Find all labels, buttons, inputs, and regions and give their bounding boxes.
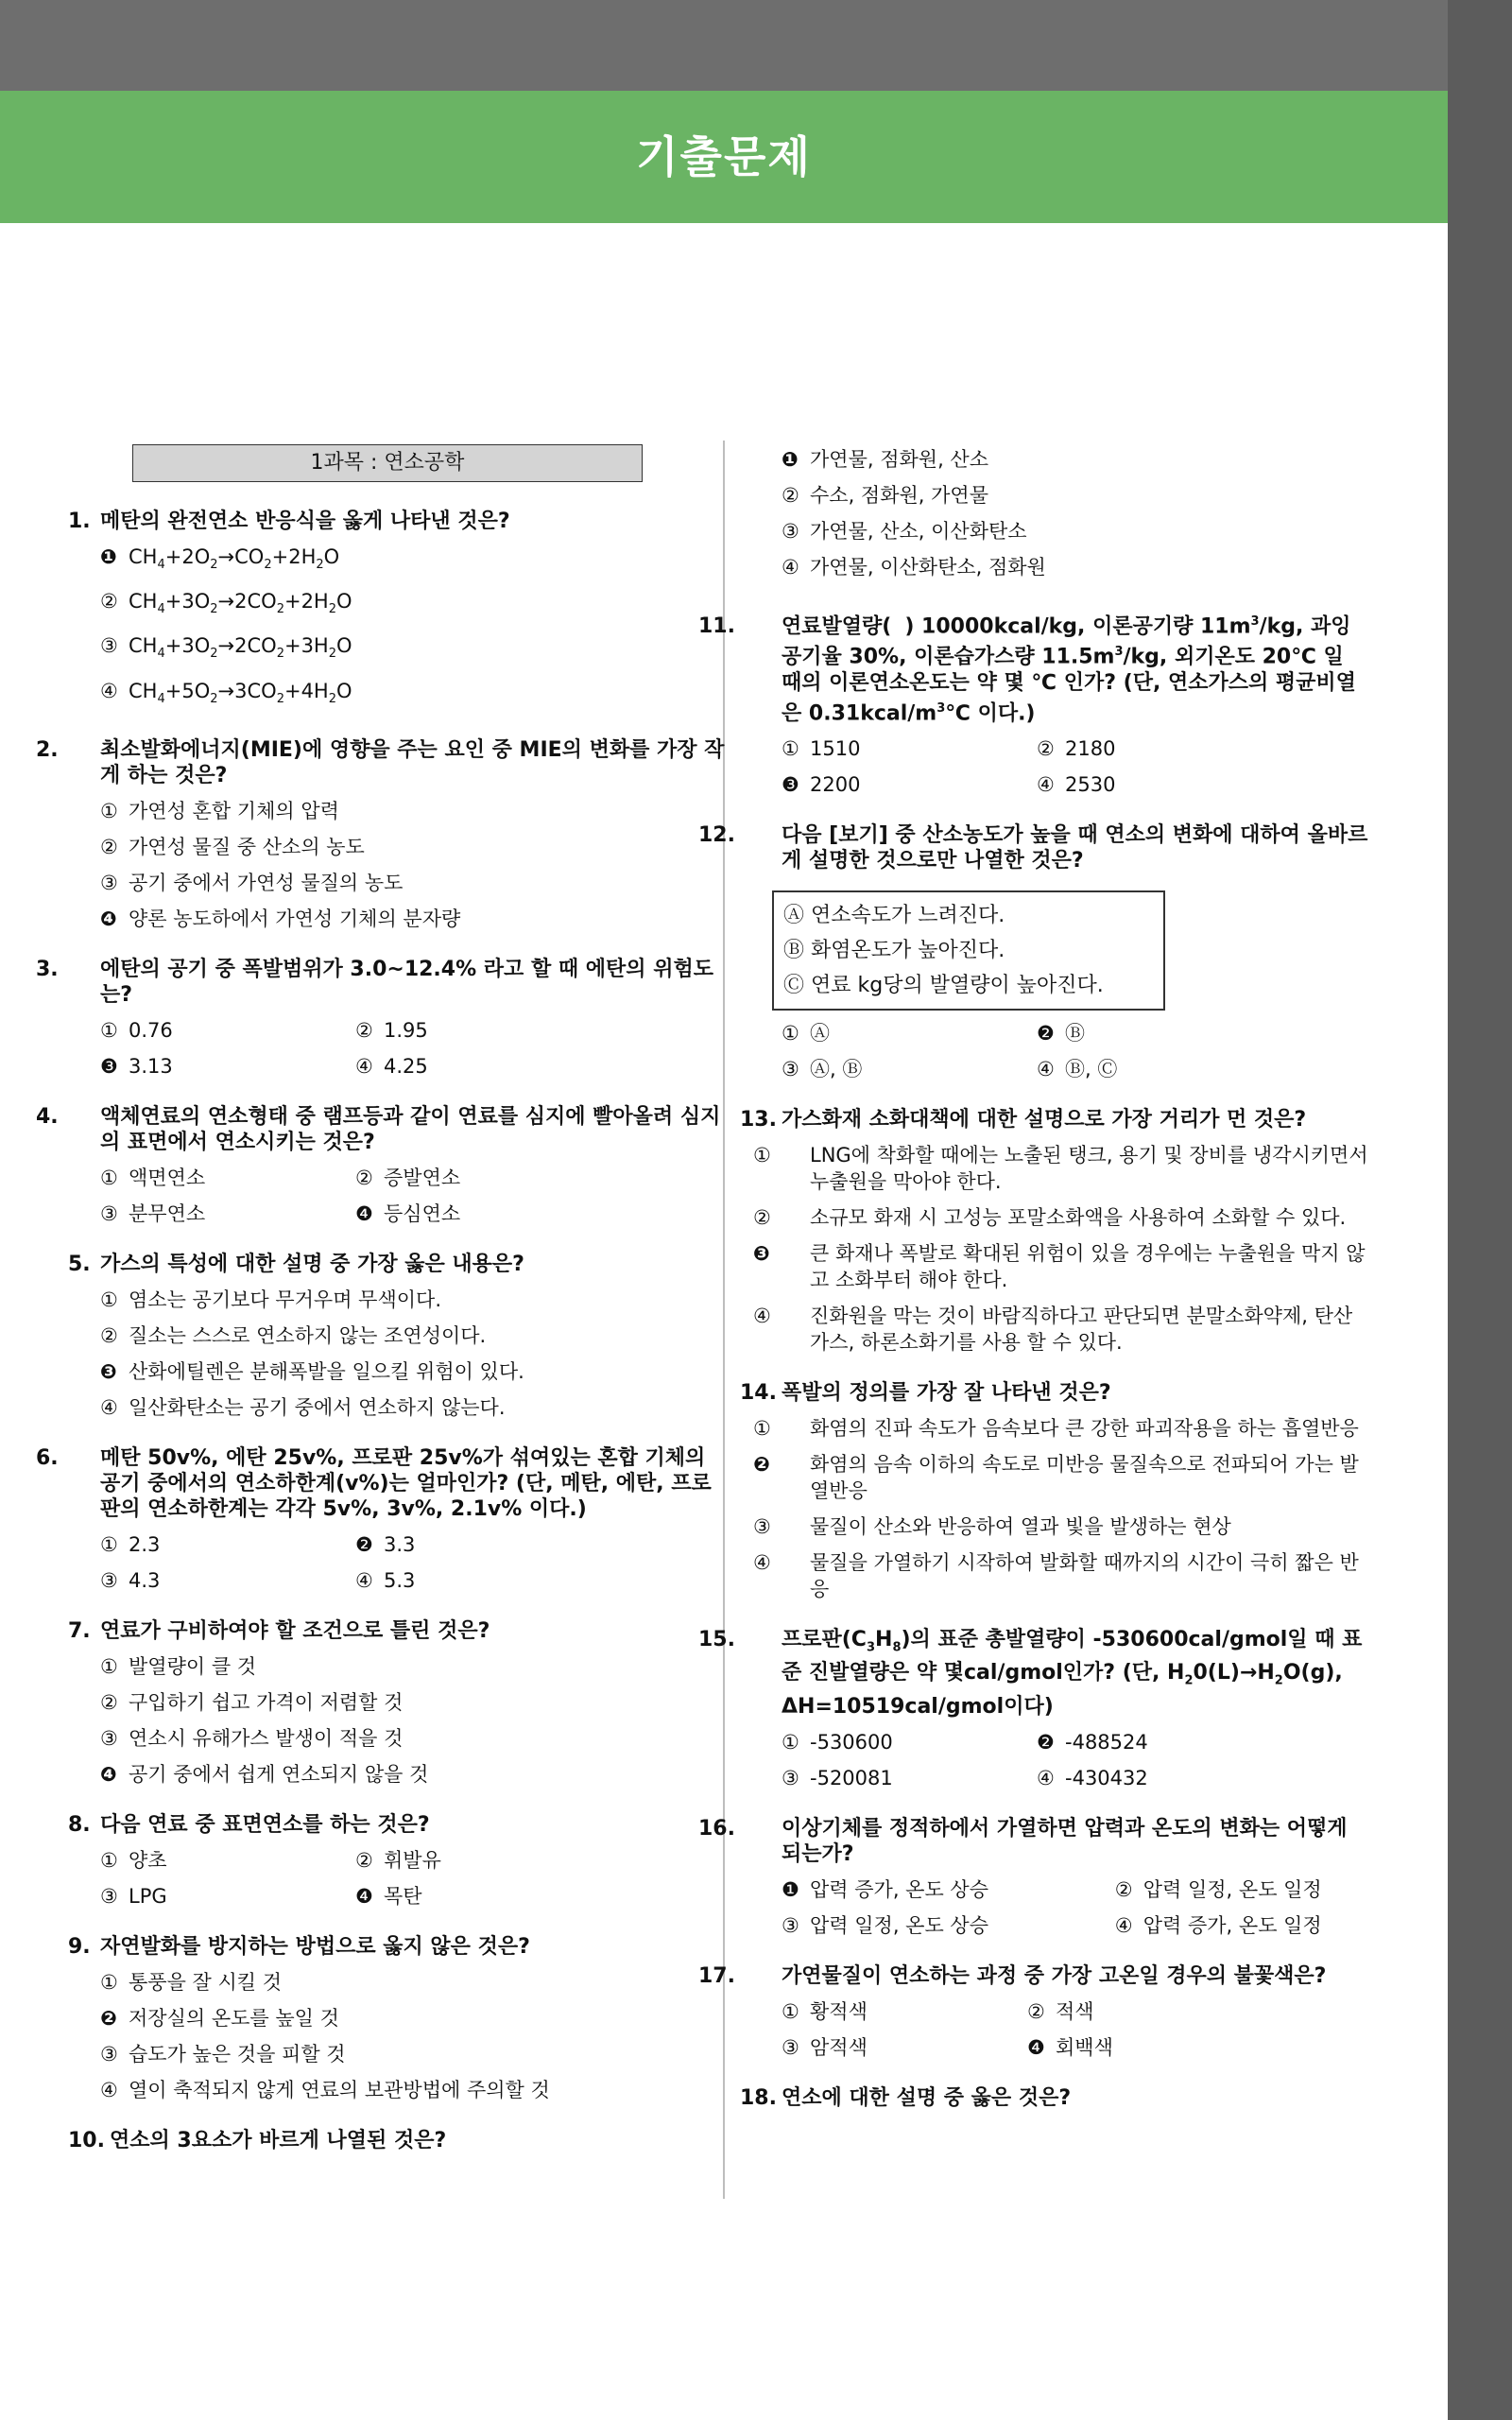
question-text: 13. 가스화재 소화대책에 대한 설명으로 가장 거리가 먼 것은? [740, 1107, 1307, 1132]
question-text: 16. 이상기체를 정적하에서 가열하면 압력과 온도의 변화는 어떻게 되는가? [698, 1816, 1348, 1866]
question-text: 11. 연료발열량( ) 10000kcal/kg, 이론공기량 $11m^3/kg$, 과잉공기율 30%, 이론습가스량 $11.5m^3/kg$, 외기온도 20℃ 일 때의 이론연소온도는 약 몇 ℃ 인가? (단, 연소가스의 평균비열은 $0.31kcal/m^3℃$ 이다.) [698, 614, 1356, 725]
option-3: ③ -520081 [782, 1766, 893, 1789]
options-row-2 [68, 1053, 725, 1080]
option-1: ① Ⓐ [782, 1021, 830, 1045]
options-row-2 [740, 1056, 1368, 1082]
option-3: ③ 암적색 [782, 2035, 868, 2059]
options-row-1 [68, 1531, 725, 1558]
question-4 [36, 1104, 725, 1227]
options-row-1 [740, 1876, 1368, 1903]
question-13 [740, 1107, 1368, 1356]
option-1: ① 2.3 [100, 1532, 161, 1556]
option-2: ② 1.95 [355, 1018, 428, 1042]
option-2: ② 2180 [1037, 736, 1116, 760]
question-text: 18. 연소에 대한 설명 중 옳은 것은? [740, 2085, 1072, 2110]
question-text: 15. 프로판$(C_3H_8)$의 표준 총발열량이 -530600cal/gmol일 때 표준 진발열량은 약 몇cal/gmol인가? (단, $H_20(L)\to H_2O(g)$, ΔH=10519cal/gmol이다) [698, 1627, 1363, 1719]
question-18 [740, 2085, 1368, 2111]
question-text: 17. 가연물질이 연소하는 과정 중 가장 고온일 경우의 불꽃색은? [698, 1963, 1327, 1988]
left-column [36, 441, 725, 2153]
question-text: 8. 다음 연료 중 표면연소를 하는 것은? [68, 1812, 430, 1837]
question-16 [698, 1816, 1368, 1939]
option-4: ④ $CH_4+5O_2\to 3CO_2+4H_2O$ [100, 679, 352, 706]
options-row-2 [740, 1765, 1368, 1791]
option-2: ❷ -488524 [1037, 1730, 1148, 1754]
option-3: ③ $CH_4+3O_2\to 2CO_2+3H_2O$ [100, 634, 352, 662]
option-2: ❷ Ⓑ [1037, 1021, 1085, 1045]
option-2: ② 수소, 점화원, 가연물 [782, 484, 988, 507]
options-row-2 [740, 1912, 1368, 1939]
option-4: ❹ 등심연소 [355, 1201, 461, 1225]
option-3: ③ 연소시 유해가스 발생이 적을 것 [100, 1726, 404, 1750]
question-text: 2. 최소발화에너지(MIE)에 영향을 주는 요인 중 MIE의 변화를 가장 작게 하는 것은? [36, 737, 725, 787]
options-row-1 [68, 1165, 725, 1191]
question-text: 12. 다음 [보기] 중 산소농도가 높을 때 연소의 변화에 대하여 올바르게 설명한 것으로만 나열한 것은? [698, 822, 1368, 873]
option-1: ① -530600 [782, 1730, 893, 1754]
question-5 [68, 1252, 725, 1421]
option-3: ③ 습도가 높은 것을 피할 것 [100, 2042, 346, 2066]
option-4: ④ 압력 증가, 온도 일정 [1114, 1913, 1322, 1937]
option-2: ❷ 저장실의 온도를 높일 것 [100, 2006, 339, 2030]
option-1: ❶ 가연물, 점화원, 산소 [782, 448, 988, 471]
page-title: 기출문제 [636, 131, 812, 182]
option-1: ❶ $CH_4+2O_2\to CO_2+2H_2O$ [100, 545, 340, 573]
option-3: ❸ 산화에틸렌은 분해폭발을 일으킬 위험이 있다. [100, 1359, 524, 1383]
option-3: ❸ 2200 [782, 772, 861, 796]
question-3 [36, 957, 725, 1080]
option-4: ④ -430432 [1037, 1766, 1148, 1789]
question-7 [68, 1618, 725, 1788]
option-3: ③ Ⓐ, Ⓑ [782, 1057, 863, 1080]
option-2: ② 질소는 스스로 연소하지 않는 조연성이다. [100, 1323, 487, 1347]
question-6 [36, 1445, 725, 1594]
option-4: ❹ 회백색 [1027, 2035, 1113, 2059]
option-3: ❸ 큰 화재나 폭발로 확대된 위험이 있을 경우에는 누출원을 막지 않고 소화부터 해야 한다. [753, 1241, 1366, 1291]
example-box [772, 890, 1165, 1011]
options-row-1 [740, 735, 1368, 762]
question-15 [698, 1627, 1368, 1791]
question-11 [698, 609, 1368, 798]
options-row-2 [68, 1883, 725, 1910]
option-3: ③ 압력 일정, 온도 상승 [782, 1913, 988, 1937]
question-text: 10. 연소의 3요소가 바르게 나열된 것은? [68, 2128, 447, 2152]
question-text: 3. 에탄의 공기 중 폭발범위가 3.0~12.4% 라고 할 때 에탄의 위험도는? [36, 957, 713, 1007]
option-3: ③ 분무연소 [100, 1201, 206, 1225]
option-3: ③ 4.3 [100, 1568, 161, 1592]
option-2: ② 소규모 화재 시 고성능 포말소화액을 사용하여 소화할 수 있다. [753, 1205, 1347, 1229]
option-4: ❹ 목탄 [355, 1884, 422, 1908]
option-4: ④ 물질을 가열하기 시작하여 발화할 때까지의 시간이 극히 짧은 반응 [753, 1550, 1359, 1600]
options-row-2 [68, 1201, 725, 1227]
option-1: ① 황적색 [782, 1999, 868, 2023]
question-text: 6. 메탄 50v%, 에탄 25v%, 프로판 25v%가 섞여있는 혼합 기체의 공기 중에서의 연소하한계(v%)는 얼마인가? (단, 메탄, 에탄, 프로판의 연소하한계는 각각 5v%, 3v%, 2.1v% 이다.) [36, 1445, 712, 1521]
options-row-2 [68, 1567, 725, 1594]
options-row-1 [740, 1020, 1368, 1046]
top-bar [0, 0, 1448, 91]
options-row-2 [740, 771, 1368, 798]
option-4: ④ 일산화탄소는 공기 중에서 연소하지 않는다. [100, 1395, 506, 1419]
question-14 [740, 1380, 1368, 1602]
example-a: Ⓐ 연소속도가 느려진다. [783, 903, 1005, 927]
option-1: ① LNG에 착화할 때에는 노출된 탱크, 용기 및 장비를 냉각시키면서 누출원을 막아야 한다. [753, 1143, 1368, 1193]
right-strip [1448, 0, 1512, 2420]
options-row-2 [740, 2034, 1368, 2061]
question-text: 14. 폭발의 정의를 가장 잘 나타낸 것은? [740, 1380, 1111, 1405]
option-1: ① 발열량이 클 것 [100, 1654, 257, 1678]
option-2: ② 증발연소 [355, 1166, 461, 1189]
question-text: 4. 액체연료의 연소형태 중 램프등과 같이 연료를 심지에 빨아올려 심지의 표면에서 연소시키는 것은? [36, 1104, 721, 1154]
option-4: ❹ 공기 중에서 쉽게 연소되지 않을 것 [100, 1762, 429, 1786]
option-3: ③ LPG [100, 1884, 167, 1908]
option-3: ③ 가연물, 산소, 이산화탄소 [782, 520, 1027, 543]
option-1: ① 통풍을 잘 시킬 것 [100, 1970, 283, 1994]
option-1: ① 0.76 [100, 1018, 173, 1042]
question-2 [36, 737, 725, 932]
question-12 [698, 822, 1368, 1082]
question-10 [68, 2128, 725, 2153]
option-1: ① 염소는 공기보다 무거우며 무색이다. [100, 1288, 441, 1311]
option-2: ❷ 3.3 [355, 1532, 416, 1556]
question-8 [68, 1812, 725, 1910]
option-4: ④ 5.3 [355, 1568, 416, 1592]
example-c: Ⓒ 연료 kg당의 발열량이 높아진다. [783, 973, 1104, 997]
subject-heading: 1과목 : 연소공학 [132, 444, 643, 482]
option-2: ② 가연성 물질 중 산소의 농도 [100, 835, 365, 858]
question-text: 1. 메탄의 완전연소 반응식을 옳게 나타낸 것은? [68, 510, 510, 533]
question-text: 7. 연료가 구비하여야 할 조건으로 틀린 것은? [68, 1618, 490, 1643]
options-row-1 [740, 1729, 1368, 1755]
option-2: ❷ 화염의 음속 이하의 속도로 미반응 물질속으로 전파되어 가는 발열반응 [753, 1452, 1359, 1502]
option-4: ④ 2530 [1037, 772, 1116, 796]
option-4: ④ Ⓑ, Ⓒ [1037, 1057, 1118, 1080]
option-2: ② 압력 일정, 온도 일정 [1114, 1877, 1322, 1901]
option-4: ④ 진화원을 막는 것이 바람직하다고 판단되면 분말소화약제, 탄산가스, 하론소화기를 사용 할 수 있다. [753, 1304, 1353, 1354]
options-row-1 [740, 1998, 1368, 2025]
option-1: ① 화염의 진파 속도가 음속보다 큰 강한 파괴작용을 하는 흡열반응 [753, 1416, 1359, 1440]
option-1: ❶ 압력 증가, 온도 상승 [782, 1877, 988, 1901]
option-4: ❹ 양론 농도하에서 가연성 기체의 분자량 [100, 907, 461, 930]
option-2: ② 구입하기 쉽고 가격이 저렴할 것 [100, 1690, 404, 1714]
question-9 [68, 1934, 725, 2103]
option-2: ② $CH_4+3O_2\to 2CO_2+2H_2O$ [100, 590, 352, 617]
option-3: ③ 물질이 산소와 반응하여 열과 빛을 발생하는 현상 [753, 1514, 1231, 1538]
option-1: ① 액면연소 [100, 1166, 206, 1189]
option-4: ④ 열이 축적되지 않게 연료의 보관방법에 주의할 것 [100, 2078, 550, 2101]
option-3: ③ 공기 중에서 가연성 물질의 농도 [100, 871, 404, 894]
question-text: 9. 자연발화를 방지하는 방법으로 옳지 않은 것은? [68, 1934, 530, 1959]
options-row-1 [68, 1017, 725, 1044]
option-1: ① 가연성 혼합 기체의 압력 [100, 799, 339, 822]
question-17 [698, 1963, 1368, 2061]
option-1: ① 1510 [782, 736, 861, 760]
question-1 [68, 509, 725, 713]
option-2: ② 적색 [1027, 1999, 1094, 2023]
question-text: 5. 가스의 특성에 대한 설명 중 가장 옳은 내용은? [68, 1252, 524, 1276]
option-4: ④ 4.25 [355, 1054, 428, 1078]
option-1: ① 양초 [100, 1848, 167, 1872]
example-b: Ⓑ 화염온도가 높아진다. [783, 938, 1005, 962]
options-row-1 [68, 1847, 725, 1874]
right-column [698, 441, 1368, 2111]
option-2: ② 휘발유 [355, 1848, 441, 1872]
option-3: ❸ 3.13 [100, 1054, 173, 1078]
question-10-options [740, 446, 1368, 580]
option-4: ④ 가연물, 이산화탄소, 점화원 [782, 556, 1046, 579]
